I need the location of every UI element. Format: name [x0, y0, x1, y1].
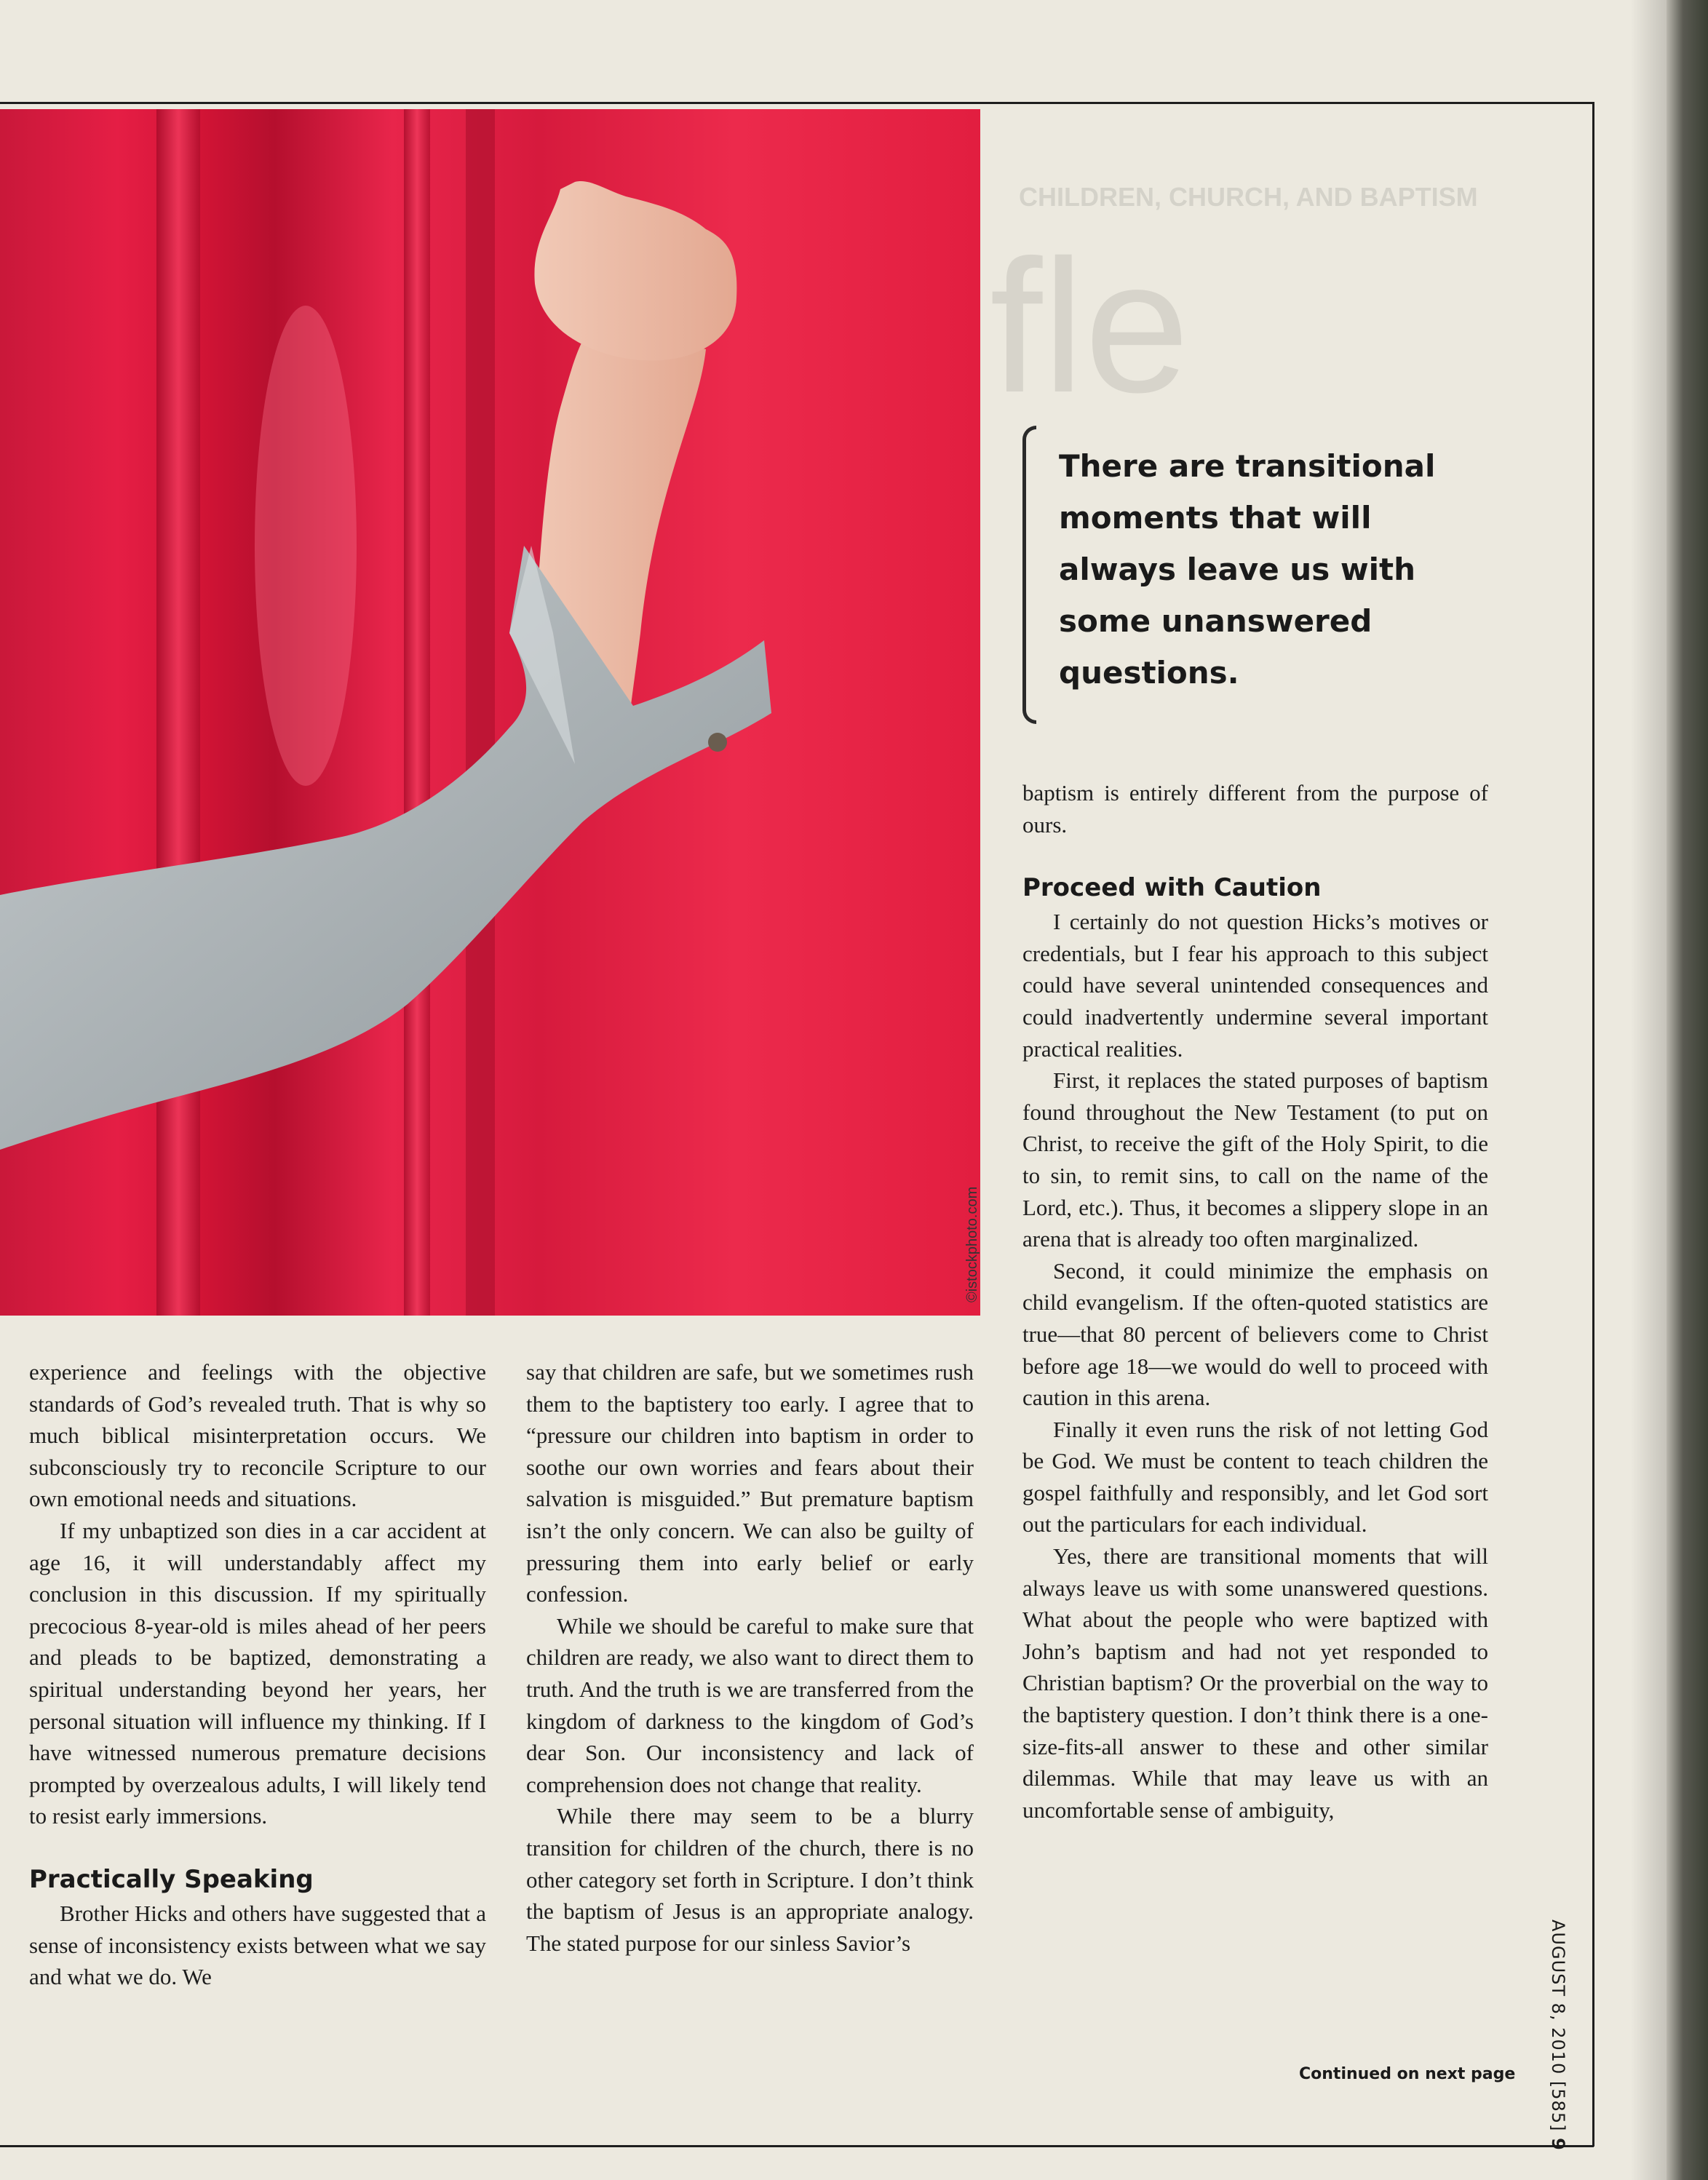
col1-paragraph-2: If my unbaptized son dies in a car accident at age 16, it will understandably affect my conclusion in this discussion. If my spiritually precocious 8-year-old is miles ahead of her peers and pleads to be baptized, demonstrating a spiritual understanding beyond her years, her personal situation will influence my thinking. If I have witnessed numerous premature decisions prompted by overzealous adults, I will likely tend to resist early immersions.: [29, 1517, 486, 1829]
pull-quote-text: There are transitional moments that will always leave us with some unanswered questions.: [1059, 448, 1436, 691]
col3-paragraph-0: baptism is entirely different from the purpose of ours.: [1022, 780, 1488, 838]
subhead-proceed-with-caution: Proceed with Caution: [1022, 873, 1322, 903]
frame-rule-top: [0, 102, 1594, 104]
col3-paragraph-1: I certainly do not question Hicks’s motives or credentials, but I fear his approach to this subject could have several unintended consequences and could inadvertently undermine several important practical realities.: [1022, 909, 1488, 1062]
col1-paragraph-3: Brother Hicks and others have suggested that a sense of inconsistency exists between what we say and what we do. We: [29, 1900, 486, 1990]
child-fist: [534, 181, 736, 361]
page-folio: [1548, 1920, 1568, 2151]
cuff-button: [708, 733, 727, 752]
issue-page-number: [585]: [1548, 2080, 1568, 2132]
photo-child-knocking-red-door: [0, 109, 980, 1316]
column-3: [1022, 777, 1488, 1826]
frame-rule-bottom: [0, 2145, 1594, 2147]
issue-date: AUGUST 8, 2010: [1548, 1920, 1568, 2075]
photo-credit: ©istockphoto.com: [964, 1186, 980, 1302]
col2-paragraph-1: say that children are safe, but we sometimes rush them to the baptistery too early. I agree that to “pressure our children into baptism in order to soothe our own worries and fears about their salvation is misguided.” But premature baptism isn’t the only concern. We can also be guilty of pressuring them into early belief or early confession.: [526, 1359, 974, 1607]
col3-paragraph-2: First, it replaces the stated purposes of baptism found throughout the New Testament (to put on Christ, to receive the gift of the Holy Spirit, to die to sin, to remit sins, to call on the name of the Lord, etc.). Thus, it becomes a slippery slope in an arena that is already too often marginalized.: [1022, 1067, 1488, 1252]
pull-quote: [1022, 426, 1466, 720]
ghost-letters: fle: [990, 221, 1190, 432]
col2-paragraph-2: While we should be careful to make sure that children are ready, we also want to direct them to truth. And the truth is we are transferred from the kingdom of darkness to the kingdom of God’s dear Son. Our inconsistency and lack of comprehension does not change that reality.: [526, 1612, 974, 1797]
continued-on-next-page: Continued on next page: [1299, 2065, 1516, 2083]
column-2: [526, 1356, 974, 1959]
column-1: [29, 1356, 486, 1993]
page-gutter-shadow: [1630, 0, 1670, 2180]
frame-rule-right: [1592, 102, 1594, 2147]
photo-illustration: [0, 109, 980, 1316]
pull-quote-bracket: [1022, 426, 1036, 724]
denim-sleeve: [0, 546, 771, 1150]
col3-paragraph-4: Finally it even runs the risk of not letting God be God. We must be content to teach children the gospel faithfully and responsibly, and let God sort out the particulars for each individual.: [1022, 1416, 1488, 1537]
door-moulding-2: [404, 109, 430, 1316]
door-moulding-3: [466, 109, 495, 1316]
col1-paragraph-1: experience and feelings with the objective standards of God’s revealed truth. That is why so much biblical misinterpretation occurs. We subconsciously try to reconcile Scripture to our own emotional needs and situations.: [29, 1359, 486, 1512]
subhead-practically-speaking: Practically Speaking: [29, 1864, 314, 1894]
door-highlight: [255, 306, 357, 786]
spacer: [1022, 840, 1488, 870]
ghost-header: CHILDREN, CHURCH, AND BAPTISM: [1019, 182, 1478, 212]
page-edge: [1667, 0, 1708, 2180]
door-moulding-1: [156, 109, 200, 1316]
col3-paragraph-3: Second, it could minimize the emphasis on child evangelism. If the often-quoted statistics are true—that 80 percent of believers come to Christ before age 18—we would do well to proceed with caution in this arena.: [1022, 1257, 1488, 1411]
col2-paragraph-3: While there may seem to be a blurry transition for children of the church, there is no other category set forth in Scripture. I don’t think the baptism of Jesus is an appropriate analogy. The stated purpose for our sinless Savior’s: [526, 1803, 974, 1956]
page-number: 9: [1548, 2138, 1568, 2151]
spacer: [29, 1832, 486, 1861]
col3-paragraph-5: Yes, there are transitional moments that will always leave us with some unanswered questions. What about the people who were baptized with John’s baptism and had not yet responded to Christian baptism? Or the proverbial on the way to the baptistery question. I don’t think there is a one-size-fits-all answer to these and other similar dilemmas. While that may leave us with an uncomfortable sense of ambiguity,: [1022, 1543, 1488, 1823]
